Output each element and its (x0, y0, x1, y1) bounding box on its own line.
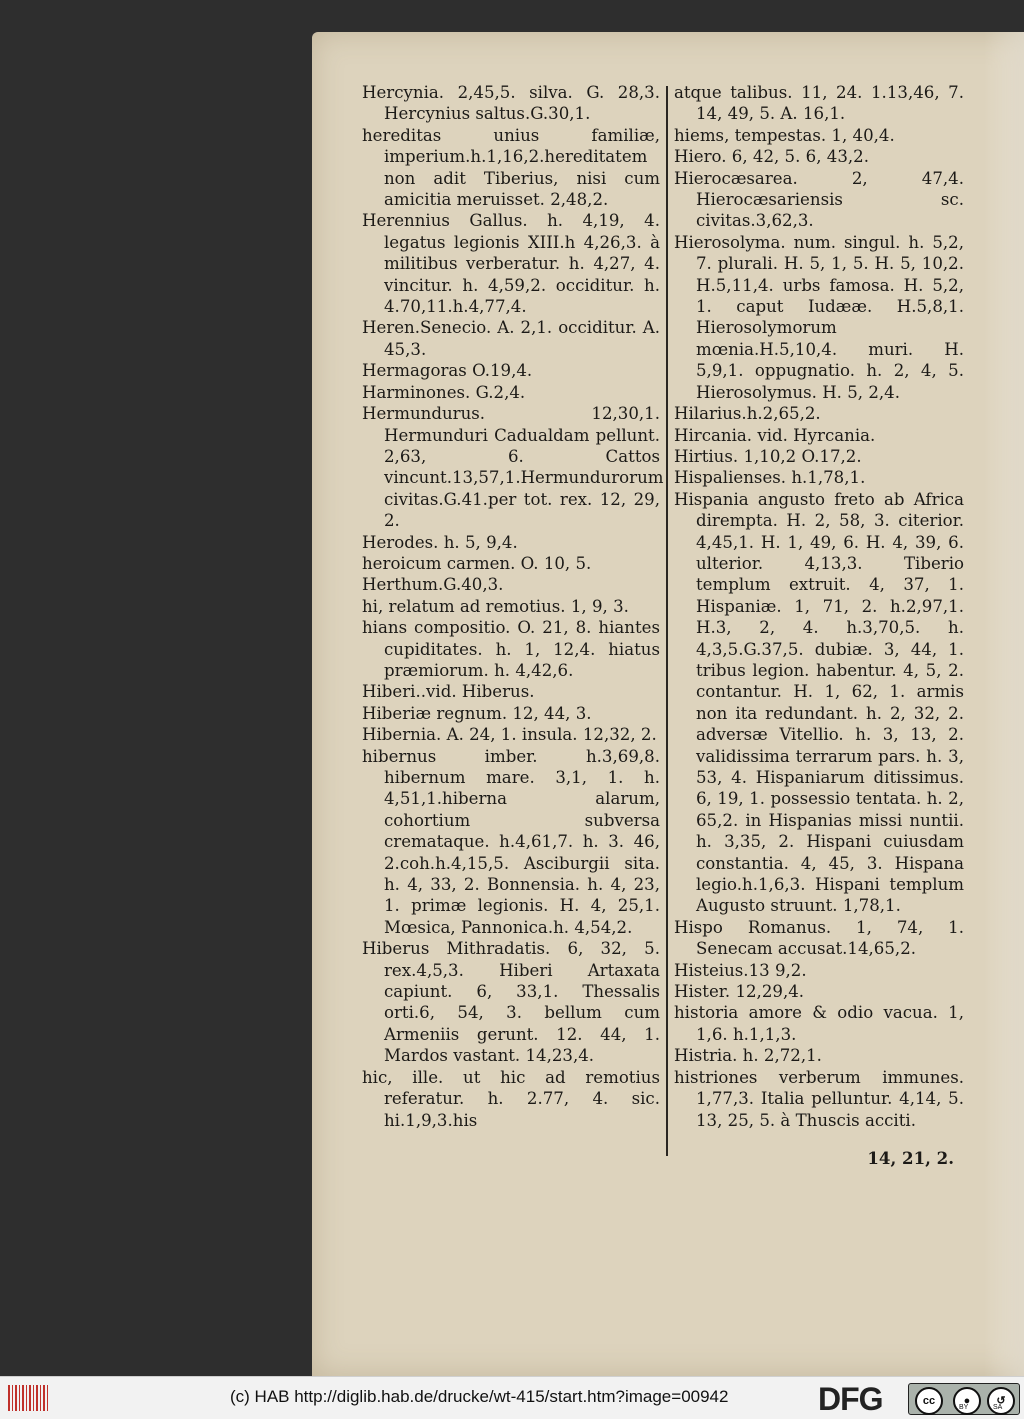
index-entry: Histeius.13 9,2. (674, 960, 807, 980)
index-entry: Hiberus Mithradatis. 6, 32, 5. rex.4,5,3. Hiberi Artaxata capiunt. 6, 33,1. Thessalis orti.6, 54, 3. bellum cum Armeniis gerunt. 12. 44, 1. Mardos vastant. 14,23,4. (362, 939, 660, 1066)
index-entry: Hirtius. 1,10,2 O.17,2. (674, 446, 862, 466)
index-entry: Hiero. 6, 42, 5. 6, 43,2. (674, 147, 869, 167)
index-entry: Herodes. h. 5, 9,4. (362, 532, 518, 552)
viewer-footer (0, 1376, 1024, 1419)
dfg-logo: DFG (818, 1381, 883, 1417)
index-entry: Herennius Gallus. h. 4,19, 4. legatus legionis XIII.h 4,26,3. à militibus verberatur. h. 4,27, 4. vincitur. h. 4,59,2. occiditur. h. 4.70,11.h.4,77,4. (362, 211, 660, 317)
index-entry: Histria. h. 2,72,1. (674, 1046, 822, 1066)
index-entry: Hispo Romanus. 1, 74, 1. Senecam accusat.14,65,2. (674, 917, 964, 959)
sa-label: SA (993, 1404, 1003, 1411)
copyright-link[interactable]: (c) HAB http://diglib.hab.de/drucke/wt-415/start.htm?image=00942 (230, 1387, 729, 1406)
index-entry: hiems, tempestas. 1, 40,4. (674, 125, 895, 145)
index-entry: heroicum carmen. O. 10, 5. (362, 553, 592, 573)
cc-icon: cc (915, 1387, 943, 1415)
page-edge-shading (984, 32, 1024, 1376)
index-entry: Hierocæsarea. 2, 47,4. Hierocæsariensis sc. civitas.3,62,3. (674, 168, 964, 231)
page-continuation-ref: 14, 21, 2. (867, 1147, 954, 1168)
index-entry: Hircania. vid. Hyrcania. (674, 425, 876, 445)
index-entry: Hierosolyma. num. singul. h. 5,2, 7. plurali. H. 5, 1, 5. H. 5, 10,2. H.5,11,4. urbs famosa. H. 5,2, 1. caput Iudææ. H.5,8,1. Hierosolymorum mœnia.H.5,10,4. muri. H. 5,9,1. oppugnatio. h. 2, 4, 5. Hierosolymus. H. 5, 2,4. (674, 232, 964, 402)
index-entry: Hispalienses. h.1,78,1. (674, 468, 866, 488)
index-entry: Hibernia. A. 24, 1. insula. 12,32, 2. (362, 725, 657, 745)
index-entry: hibernus imber. h.3,69,8. hibernum mare. 3,1, 1. h. 4,51,1.hiberna alarum, cohortium subversa cremataque. h.4,61,7. h. 3. 46, 2.coh.h.4,15,5. Asciburgii sita. h. 4, 33, 2. Bonnensia. h. 4, 23, 1. primæ legionis. H. 4, 25,1. Mœsica, Pannonica.h. 4,54,2. (362, 746, 660, 937)
index-entry: Herthum.G.40,3. (362, 575, 504, 595)
index-entry: Harminones. G.2,4. (362, 382, 526, 402)
index-entry: Hister. 12,29,4. (674, 982, 805, 1002)
index-entry: Hilarius.h.2,65,2. (674, 404, 821, 424)
index-entry: historia amore & odio vacua. 1, 1,6. h.1,1,3. (674, 1003, 964, 1044)
share-alike-icon: ↺ (987, 1387, 1015, 1415)
index-entry: hians compositio. O. 21, 8. hiantes cupiditates. h. 1, 12,4. hiatus præmiorum. h. 4,42,6. (362, 618, 660, 680)
index-entry: Hermundurus. 12,30,1. Hermunduri Cadualdam pellunt. 2,63, 6. Cattos vincunt.13,57,1.Hermundurorum civitas.G.41.per tot. rex. 12, 29, 2. (362, 404, 664, 531)
index-entry: atque talibus. 11, 24. 1.13,46, 7. 14, 49, 5. A. 16,1. (674, 83, 964, 124)
index-column-left (362, 82, 664, 1131)
barcode-icon (8, 1385, 48, 1411)
column-divider (666, 86, 668, 1156)
index-entry: Hiberi..vid. Hiberus. (362, 682, 535, 702)
by-person-icon: ● (953, 1387, 981, 1415)
index-entry: Hercynia. 2,45,5. silva. G. 28,3. Hercynius saltus.G.30,1. (362, 83, 660, 124)
cc-license-badge[interactable] (908, 1383, 1020, 1415)
index-entry: Hiberiæ regnum. 12, 44, 3. (362, 703, 592, 723)
index-entry: Hermagoras O.19,4. (362, 361, 533, 381)
index-entry: hereditas unius familiæ, imperium.h.1,16,2.hereditatem non adit Tiberius, nisi cum amicitia meruisset. 2,48,2. (362, 125, 660, 210)
index-entry: hic, ille. ut hic ad remotius referatur. h. 2.77, 4. sic. hi.1,9,3.his (362, 1067, 660, 1130)
index-entry: Heren.Senecio. A. 2,1. occiditur. A. 45,3. (362, 318, 660, 359)
index-column-right (674, 82, 964, 1186)
index-entry: Hispania angusto freto ab Africa dirempta. H. 2, 58, 3. citerior. 4,45,1. H. 1, 49, 6. H. 4, 39, 6. ulterior. 4,13,3. Tiberio templum extruit. 4, 37, 1. Hispaniæ. 1, 71, 2. h.2,97,1. H.3, 2, 4. h.3,70,5. h. 4,3,5.G.37,5. dubiæ. 3, 44, 1. tribus legion. habentur. 4, 5, 2. contantur. H. 1, 62, 1. armis non ita redundant. h. 2, 32, 2. adversæ Vitellio. h. 3, 13, 2. validissima terrarum pars. h. 3, 53, 4. Hispaniarum ditissimus. 6, 19, 1. possessio tentata. h. 2, 65,2. in Hispanias missi nuntii. h. 3,35, 2. Hispani cuiusdam constantia. 4, 45, 3. Hispana legio.h.1,6,3. Hispani templum Augusto struunt. 1,78,1. (674, 489, 964, 916)
index-entry: histriones verberum immunes. 1,77,3. Italia pelluntur. 4,14, 5. 13, 25, 5. à Thuscis acciti. (674, 1067, 964, 1130)
index-entry: hi, relatum ad remotius. 1, 9, 3. (362, 596, 629, 616)
by-label: BY (959, 1404, 969, 1411)
